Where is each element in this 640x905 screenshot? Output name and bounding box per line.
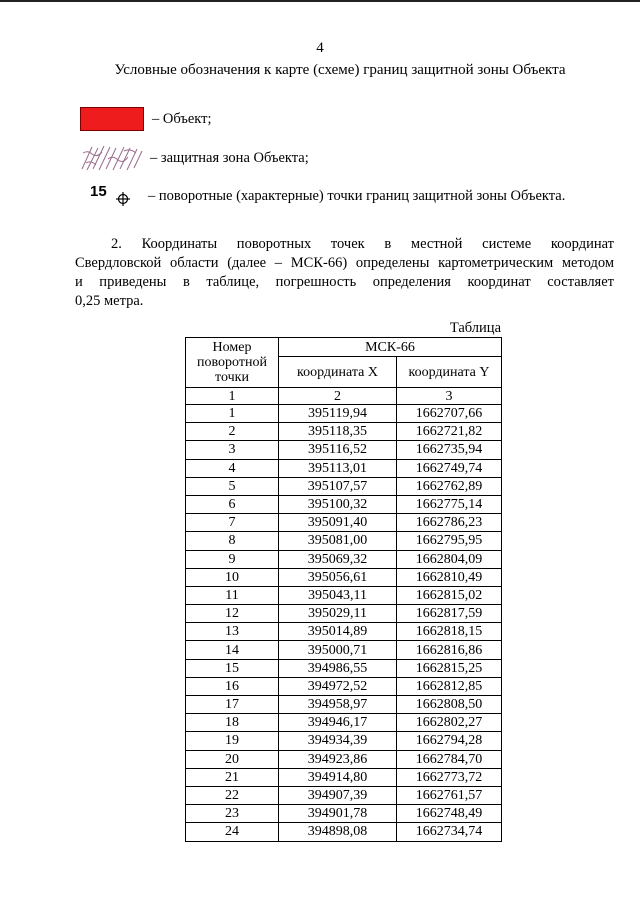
coordinate-y-cell: 1662761,57 [397,786,502,804]
point-number-cell: 12 [186,605,279,623]
coordinate-x-cell: 395043,11 [279,586,397,604]
coordinate-x-cell: 395000,71 [279,641,397,659]
coordinate-y-cell: 1662794,28 [397,732,502,750]
coordinate-y-cell: 1662817,59 [397,605,502,623]
legend-title: Условные обозначения к карте (схеме) границ защитной зоны Объекта [114,62,566,78]
coordinate-y-cell: 1662762,89 [397,477,502,495]
point-number-cell: 24 [186,823,279,841]
point-number-cell: 4 [186,459,279,477]
coordinate-y-cell: 1662721,82 [397,423,502,441]
point-number-cell: 1 [186,405,279,423]
coordinate-y-cell: 1662795,95 [397,532,502,550]
coordinate-x-cell: 395113,01 [279,459,397,477]
point-number-cell: 21 [186,768,279,786]
coordinate-x-cell: 395069,32 [279,550,397,568]
point-number-cell: 11 [186,586,279,604]
crosshair-point-symbol [90,183,146,209]
table-row [186,495,502,513]
point-number-cell: 13 [186,623,279,641]
coordinate-x-cell: 394898,08 [279,823,397,841]
coordinate-x-cell: 394914,80 [279,768,397,786]
coordinate-y-cell: 1662734,74 [397,823,502,841]
paragraph-line: Свердловской области (далее – МСК-66) определены картометрическим методом [75,255,614,271]
coordinate-x-cell: 395091,40 [279,514,397,532]
coordinate-y-cell: 1662748,49 [397,805,502,823]
point-number-cell: 3 [186,441,279,459]
column-index: 2 [279,388,397,405]
header-coordinate-x: координата X [279,357,397,388]
coordinate-y-cell: 1662815,25 [397,659,502,677]
coordinate-x-cell: 395119,94 [279,405,397,423]
table-caption: Таблица [449,320,501,336]
page-number: 4 [316,40,324,56]
coordinates-table [185,337,502,842]
coordinate-x-cell: 394946,17 [279,714,397,732]
coordinate-x-cell: 395014,89 [279,623,397,641]
hatched-zone-symbol [80,145,146,171]
coordinate-x-cell: 394986,55 [279,659,397,677]
coordinate-y-cell: 1662812,85 [397,677,502,695]
coordinate-x-cell: 395118,35 [279,423,397,441]
object-symbol [80,107,144,131]
table-row [186,732,502,750]
coordinate-y-cell: 1662802,27 [397,714,502,732]
table-row [186,750,502,768]
table-row [186,768,502,786]
legend-item-label: – защитная зона Объекта; [150,149,309,166]
coordinate-x-cell: 394907,39 [279,786,397,804]
table-row [186,532,502,550]
table-row [186,623,502,641]
table-row [186,659,502,677]
coordinate-x-cell: 394958,97 [279,696,397,714]
table-row [186,641,502,659]
coordinate-y-cell: 1662815,02 [397,586,502,604]
header-coordinate-y: координата Y [397,357,502,388]
point-number-cell: 8 [186,532,279,550]
coordinate-x-cell: 395100,32 [279,495,397,513]
table-row [186,586,502,604]
coordinate-y-cell: 1662707,66 [397,405,502,423]
coordinate-y-cell: 1662804,09 [397,550,502,568]
table-row [186,823,502,841]
page-top-border [0,0,640,2]
coordinate-x-cell: 395107,57 [279,477,397,495]
coordinate-x-cell: 395081,00 [279,532,397,550]
point-number-cell: 14 [186,641,279,659]
point-number-cell: 16 [186,677,279,695]
legend-item-zone [80,145,309,171]
point-number-cell: 7 [186,514,279,532]
column-index: 3 [397,388,502,405]
table-row [186,786,502,804]
coordinate-x-cell: 395116,52 [279,441,397,459]
point-number-cell: 18 [186,714,279,732]
table-row [186,423,502,441]
table-row [186,696,502,714]
coordinate-x-cell: 395029,11 [279,605,397,623]
coordinate-y-cell: 1662784,70 [397,750,502,768]
coordinate-x-cell: 395056,61 [279,568,397,586]
point-number-cell: 9 [186,550,279,568]
point-number-label: 15 [90,183,107,200]
legend-item-turning-point [90,183,565,209]
table-row [186,568,502,586]
table-row [186,677,502,695]
legend-item-object [80,107,212,131]
coordinate-y-cell: 1662749,74 [397,459,502,477]
point-number-cell: 20 [186,750,279,768]
coordinate-x-cell: 394901,78 [279,805,397,823]
coordinate-y-cell: 1662735,94 [397,441,502,459]
point-number-cell: 2 [186,423,279,441]
paragraph-line: 2. Координаты поворотных точек в местной системе координат [111,236,614,252]
coordinates-paragraph [75,235,614,311]
table-row [186,714,502,732]
paragraph-line: 0,25 метра. [75,293,144,309]
coordinate-y-cell: 1662773,72 [397,768,502,786]
table-row [186,459,502,477]
table-row [186,441,502,459]
table-row [186,514,502,532]
coordinate-y-cell: 1662818,15 [397,623,502,641]
point-number-cell: 6 [186,495,279,513]
paragraph-line: и приведены в таблице, погрешность определения координат составляет [75,274,614,290]
table-row [186,477,502,495]
point-number-cell: 22 [186,786,279,804]
point-number-cell: 10 [186,568,279,586]
coordinate-x-cell: 394923,86 [279,750,397,768]
point-number-cell: 15 [186,659,279,677]
legend-item-label: – поворотные (характерные) точки границ защитной зоны Объекта. [148,187,566,204]
coordinate-y-cell: 1662775,14 [397,495,502,513]
point-number-cell: 17 [186,696,279,714]
legend-item-label: – Объект; [152,110,212,127]
table-row [186,405,502,423]
point-number-cell: 5 [186,477,279,495]
table-row [186,605,502,623]
point-number-cell: 19 [186,732,279,750]
coordinate-y-cell: 1662816,86 [397,641,502,659]
coordinate-y-cell: 1662810,49 [397,568,502,586]
column-index: 1 [186,388,279,405]
coordinate-y-cell: 1662808,50 [397,696,502,714]
header-msk66: МСК-66 [279,338,502,357]
coordinate-x-cell: 394934,39 [279,732,397,750]
table-row [186,805,502,823]
table-row [186,550,502,568]
point-number-cell: 23 [186,805,279,823]
header-point-number: Номер поворотной точки [186,338,279,388]
column-index-row [186,388,502,405]
coordinate-x-cell: 394972,52 [279,677,397,695]
coordinate-y-cell: 1662786,23 [397,514,502,532]
